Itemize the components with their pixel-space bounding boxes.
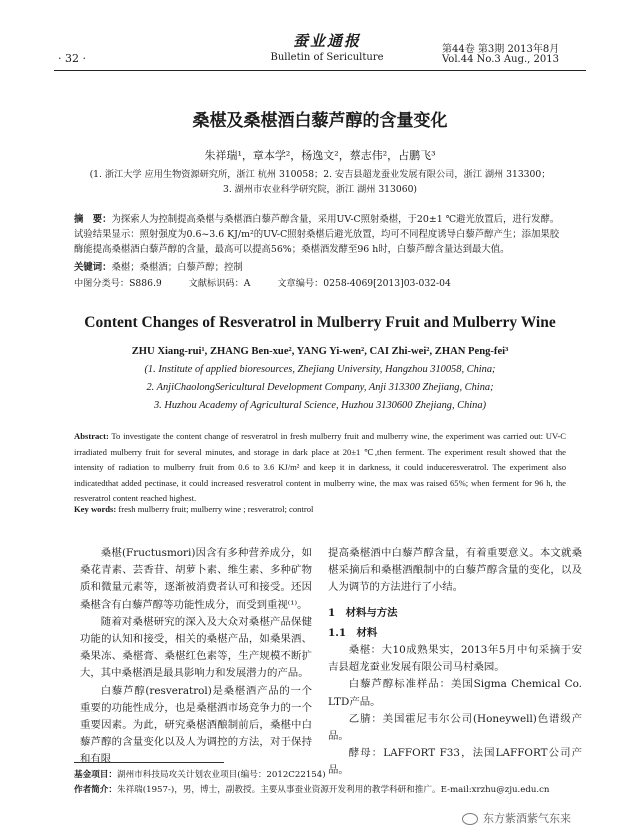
footnote-fund [74, 768, 594, 780]
body-paragraph: 随着对桑椹研究的深入及大众对桑椹产品保健功能的认知和接受，相关的桑椹产品，如桑果酒、桑果冻、桑椹膏、桑椹红色素等，生产规模不断扩大，其中桑椹酒是最具影响力和发展潜力的产品。 [80, 615, 312, 680]
footnote-author [74, 783, 594, 795]
abstract-en-text: To investigate the content change of resveratrol in fresh mulberry fruit and mulberry wine, the experiment was carried out: UV-C irradiated mulberry fruit for several minutes, and storage in dark place at 20±1 ℃,then ferment. The experiment result showed that the intensity of radiation to mulberry fruit from 0.6 to 3.6 KJ/m² and keep it in darkness, it could induceresveratrol. The experiment also indicatedthat added pectinase, it could increased resveratrol content in mulberry wine, the max was raised 65%; when ferment for 96 h, the resveratrol content reached highest. [74, 431, 566, 504]
abstract-en-label: Abstract: [74, 431, 109, 441]
material-item: 乙腈：美国霍尼韦尔公司(Honeywell)色谱级产品。 [328, 712, 582, 743]
footnote-rule [74, 762, 224, 763]
page-number: · 32 · [58, 52, 86, 65]
author-label: 作者简介： [74, 785, 117, 795]
affiliation-en-line3: 3. Huzhou Academy of Agricultural Science, Huzhou 3130600 Zhejiang, China) [153, 400, 487, 411]
affiliation-zh-line2: 3. 湖州市农业科学研究院，浙江 湖州 313060) [223, 184, 417, 195]
keywords-en [74, 504, 566, 514]
abstract-zh [74, 212, 566, 257]
watermark-text: 东方紫酒紫气东来 [483, 812, 571, 825]
document-code: 文献标识码：A [188, 278, 251, 289]
journal-logo: 蚕业通报 [292, 32, 361, 50]
keywords-en-text: fresh mulberry fruit; mulberry wine ; resveratrol; control [118, 504, 314, 514]
subsection-heading: 1.1 材料 [328, 626, 378, 639]
fund-text: 湖州市科技局攻关计划农业项目(编号：2012C22154) [116, 770, 326, 780]
affiliation-zh-line1: (1. 浙江大学 应用生物资源研究所，浙江 杭州 310058；2. 安吉县超龙蚕业发展有限公司，浙江 湖州 313300； [89, 169, 551, 180]
watermark [462, 810, 571, 826]
body-paragraph: 提高桑椹酒中白藜芦醇含量，有着重要意义。本文就桑椹采摘后和桑椹酒酿制中的白藜芦醇含量的变化，以及人为调节的方法进行了小结。 [328, 547, 582, 594]
abstract-en [74, 429, 566, 507]
keywords-zh [74, 260, 566, 275]
fund-label: 基金项目： [74, 770, 117, 780]
keywords-zh-text: 桑椹；桑椹酒；白藜芦醇；控制 [111, 262, 243, 273]
volume-info-zh: 第44卷 第3期 2013年8月 [442, 44, 560, 55]
author-text: 朱祥瑞(1957-)，男，博士，副教授。主要从事蚕业资源开发利用的教学科研和推广。E-mail:xrzhu@zju.edu.cn [116, 785, 550, 795]
section-heading: 1 材料与方法 [328, 606, 398, 619]
journal-name-en: Bulletin of Sericulture [270, 52, 384, 63]
clc-number: 中图分类号：S886.9 [74, 278, 162, 289]
material-item: 桑椹：大10成熟果实，2013年5月中旬采摘于安吉县超龙蚕业发展有限公司马村桑园。 [328, 644, 582, 674]
wechat-icon [462, 813, 478, 825]
material-item: 白藜芦醇标准样品：美国Sigma Chemical Co. LTD产品。 [328, 678, 582, 708]
body-paragraph: 白藜芦醇(resveratrol)是桑椹酒产品的一个重要的功能性成分，也是桑椹酒市场竞争力的一个重要因素。为此，研究桑椹酒酿制前后，桑椹中白藜芦醇的含量变化以及人为调控的方法，对于保持和有限 [80, 684, 312, 766]
material-item: 酵母：LAFFORT F33，法国LAFFORT公司产品。 [328, 747, 582, 777]
keywords-zh-label: 关键词： [74, 262, 112, 273]
abstract-zh-text: 为探索人为控制提高桑椹与桑椹酒白藜芦醇含量，采用UV-C照射桑椹，于20±1 ℃避光放置后，进行发酵。试验结果显示：照射强度为0.6~3.6 KJ/m²的UV-C照射桑椹后避光放置，均可不同程度诱导白藜芦醇产生；添加果胶酶能提高桑椹酒白藜芦醇的含量，最高可以提高56%；桑椹酒发酵至96 h时，白藜芦醇含量达到最大值。 [74, 214, 560, 255]
article-id: 文章编号：0258-4069[2013]03-032-04 [277, 278, 451, 289]
paper-title-zh: 桑椹及桑椹酒白藜芦醇的含量变化 [192, 111, 448, 131]
affiliation-en-line2: 2. AnjiChaolongSericultural Development Company, Anji 313300 Zhejiang, China; [146, 382, 494, 393]
body-left-column [80, 545, 312, 769]
keywords-en-label: Key words: [74, 504, 117, 514]
abstract-zh-label: 摘 要： [74, 214, 112, 225]
header-rule [54, 70, 586, 71]
paper-title-en: Content Changes of Resveratrol in Mulberry Fruit and Mulberry Wine [84, 314, 556, 331]
body-paragraph: 桑椹(Fructusmori)因含有多种营养成分，如桑花青素、芸香苷、胡萝卜素、维生素、多种矿物质和微量元素等，逐渐被消费者认可和接受。还因桑椹含有白藜芦醇等功能性成分，而受到重视⁽¹⁾。 [80, 547, 312, 611]
affiliation-en-line1: (1. Institute of applied bioresources, Zhejiang University, Hangzhou 310058, China; [144, 364, 496, 375]
authors-en: ZHU Xiang-rui¹, ZHANG Ben-xue², YANG Yi-wen², CAI Zhi-wei², ZHAN Peng-fei³ [131, 346, 509, 357]
body-right-column [328, 545, 582, 780]
volume-info-en: Vol.44 No.3 Aug., 2013 [442, 54, 559, 65]
authors-zh: 朱祥瑞¹，章本学²，杨逸文²，蔡志伟²，占鹏飞³ [204, 149, 436, 162]
classification-line [74, 275, 566, 289]
